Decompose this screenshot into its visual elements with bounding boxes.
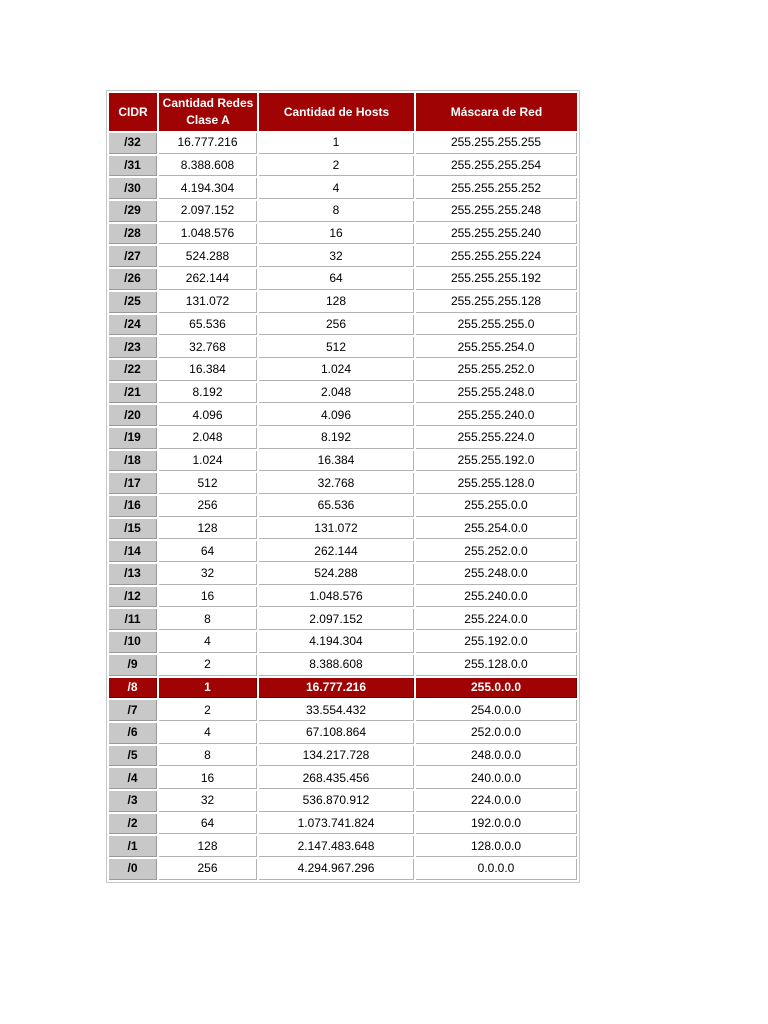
- table-row: [109, 768, 577, 789]
- hosts-cell: 536.870.912: [259, 791, 414, 812]
- cidr-cell: /14: [109, 541, 157, 562]
- mascara-cell: 255.255.128.0: [416, 473, 577, 494]
- hosts-cell: 2.097.152: [259, 609, 414, 630]
- table-row: [109, 791, 577, 812]
- redes-cell: 64: [159, 814, 257, 835]
- table-row: [109, 269, 577, 290]
- redes-cell: 2.048: [159, 428, 257, 449]
- redes-cell: 8.388.608: [159, 156, 257, 177]
- table-row: [109, 451, 577, 472]
- hosts-cell: 268.435.456: [259, 768, 414, 789]
- table-row: [109, 133, 577, 154]
- redes-cell: 1: [159, 678, 257, 699]
- cidr-cell: /16: [109, 496, 157, 517]
- hosts-cell: 8: [259, 201, 414, 222]
- table-row: [109, 655, 577, 676]
- cidr-cell: /15: [109, 519, 157, 540]
- mascara-cell: 255.224.0.0: [416, 609, 577, 630]
- table-row: [109, 746, 577, 767]
- hosts-cell: 1.024: [259, 360, 414, 381]
- hosts-cell: 1.048.576: [259, 587, 414, 608]
- table-row-highlighted: [109, 678, 577, 699]
- redes-cell: 131.072: [159, 292, 257, 313]
- table-row: [109, 836, 577, 857]
- redes-cell: 16: [159, 587, 257, 608]
- hosts-cell: 33.554.432: [259, 700, 414, 721]
- mascara-cell: 255.254.0.0: [416, 519, 577, 540]
- table-row: [109, 428, 577, 449]
- hosts-cell: 2.048: [259, 383, 414, 404]
- mascara-cell: 255.128.0.0: [416, 655, 577, 676]
- table-row: [109, 224, 577, 245]
- mascara-cell: 255.255.255.254: [416, 156, 577, 177]
- table-row: [109, 700, 577, 721]
- cidr-cell: /8: [109, 678, 157, 699]
- redes-cell: 524.288: [159, 246, 257, 267]
- mascara-cell: 240.0.0.0: [416, 768, 577, 789]
- cidr-cell: /12: [109, 587, 157, 608]
- cidr-cell: /27: [109, 246, 157, 267]
- hosts-cell: 64: [259, 269, 414, 290]
- cidr-cell: /24: [109, 315, 157, 336]
- mascara-cell: 255.255.255.252: [416, 178, 577, 199]
- table-row: [109, 632, 577, 653]
- cidr-cell: /19: [109, 428, 157, 449]
- cidr-cell: /31: [109, 156, 157, 177]
- cidr-cell: /30: [109, 178, 157, 199]
- table-row: [109, 587, 577, 608]
- table-row: [109, 360, 577, 381]
- mascara-cell: 255.252.0.0: [416, 541, 577, 562]
- cidr-cell: /3: [109, 791, 157, 812]
- table-row: [109, 519, 577, 540]
- mascara-cell: 255.0.0.0: [416, 678, 577, 699]
- table-row: [109, 814, 577, 835]
- mascara-cell: 255.240.0.0: [416, 587, 577, 608]
- mascara-cell: 255.255.192.0: [416, 451, 577, 472]
- hosts-cell: 8.388.608: [259, 655, 414, 676]
- cidr-cell: /6: [109, 723, 157, 744]
- table-row: [109, 246, 577, 267]
- cidr-cell: /4: [109, 768, 157, 789]
- mascara-cell: 248.0.0.0: [416, 746, 577, 767]
- cidr-cell: /21: [109, 383, 157, 404]
- redes-cell: 4: [159, 723, 257, 744]
- mascara-cell: 255.255.255.240: [416, 224, 577, 245]
- cidr-cell: /5: [109, 746, 157, 767]
- mascara-cell: 255.255.254.0: [416, 337, 577, 358]
- redes-cell: 2: [159, 700, 257, 721]
- redes-cell: 4.194.304: [159, 178, 257, 199]
- cidr-cell: /28: [109, 224, 157, 245]
- hosts-cell: 4.096: [259, 405, 414, 426]
- header-cantidad-redes-line1: Cantidad Redes: [162, 96, 254, 110]
- redes-cell: 512: [159, 473, 257, 494]
- table-row: [109, 178, 577, 199]
- header-row: [109, 93, 577, 131]
- table-row: [109, 315, 577, 336]
- hosts-cell: 128: [259, 292, 414, 313]
- redes-cell: 16.777.216: [159, 133, 257, 154]
- table-row: [109, 201, 577, 222]
- table-row: [109, 723, 577, 744]
- cidr-cell: /23: [109, 337, 157, 358]
- hosts-cell: 524.288: [259, 564, 414, 585]
- redes-cell: 8: [159, 609, 257, 630]
- cidr-table: [106, 90, 580, 883]
- redes-cell: 128: [159, 836, 257, 857]
- hosts-cell: 134.217.728: [259, 746, 414, 767]
- cidr-cell: /20: [109, 405, 157, 426]
- mascara-cell: 0.0.0.0: [416, 859, 577, 880]
- hosts-cell: 67.108.864: [259, 723, 414, 744]
- table-row: [109, 405, 577, 426]
- cidr-cell: /29: [109, 201, 157, 222]
- cidr-cell: /18: [109, 451, 157, 472]
- hosts-cell: 131.072: [259, 519, 414, 540]
- mascara-cell: 254.0.0.0: [416, 700, 577, 721]
- hosts-cell: 8.192: [259, 428, 414, 449]
- hosts-cell: 16.777.216: [259, 678, 414, 699]
- mascara-cell: 255.255.255.192: [416, 269, 577, 290]
- cidr-cell: /2: [109, 814, 157, 835]
- mascara-cell: 224.0.0.0: [416, 791, 577, 812]
- cidr-cell: /25: [109, 292, 157, 313]
- hosts-cell: 262.144: [259, 541, 414, 562]
- cidr-cell: /32: [109, 133, 157, 154]
- mascara-cell: 255.255.248.0: [416, 383, 577, 404]
- hosts-cell: 512: [259, 337, 414, 358]
- redes-cell: 256: [159, 859, 257, 880]
- table-row: [109, 609, 577, 630]
- cidr-cell: /10: [109, 632, 157, 653]
- redes-cell: 8.192: [159, 383, 257, 404]
- cidr-cell: /13: [109, 564, 157, 585]
- hosts-cell: 32: [259, 246, 414, 267]
- hosts-cell: 2: [259, 156, 414, 177]
- redes-cell: 65.536: [159, 315, 257, 336]
- mascara-cell: 255.255.255.255: [416, 133, 577, 154]
- cidr-cell: /0: [109, 859, 157, 880]
- redes-cell: 32: [159, 564, 257, 585]
- table-row: [109, 292, 577, 313]
- redes-cell: 16: [159, 768, 257, 789]
- table-row: [109, 496, 577, 517]
- hosts-cell: 4.294.967.296: [259, 859, 414, 880]
- redes-cell: 262.144: [159, 269, 257, 290]
- redes-cell: 4.096: [159, 405, 257, 426]
- header-mascara-red: Máscara de Red: [416, 93, 577, 131]
- table-row: [109, 473, 577, 494]
- hosts-cell: 32.768: [259, 473, 414, 494]
- redes-cell: 1.024: [159, 451, 257, 472]
- header-cantidad-hosts: Cantidad de Hosts: [259, 93, 414, 131]
- mascara-cell: 255.248.0.0: [416, 564, 577, 585]
- redes-cell: 2.097.152: [159, 201, 257, 222]
- table-row: [109, 541, 577, 562]
- hosts-cell: 16: [259, 224, 414, 245]
- hosts-cell: 65.536: [259, 496, 414, 517]
- mascara-cell: 255.255.255.248: [416, 201, 577, 222]
- hosts-cell: 1: [259, 133, 414, 154]
- hosts-cell: 1.073.741.824: [259, 814, 414, 835]
- table-header: [109, 93, 577, 131]
- table-row: [109, 859, 577, 880]
- cidr-cell: /9: [109, 655, 157, 676]
- redes-cell: 128: [159, 519, 257, 540]
- cidr-cell: /22: [109, 360, 157, 381]
- table-row: [109, 337, 577, 358]
- hosts-cell: 256: [259, 315, 414, 336]
- hosts-cell: 4.194.304: [259, 632, 414, 653]
- table-row: [109, 156, 577, 177]
- cidr-cell: /11: [109, 609, 157, 630]
- table-row: [109, 383, 577, 404]
- hosts-cell: 2.147.483.648: [259, 836, 414, 857]
- redes-cell: 32.768: [159, 337, 257, 358]
- mascara-cell: 128.0.0.0: [416, 836, 577, 857]
- redes-cell: 64: [159, 541, 257, 562]
- header-cantidad-redes-line2: Clase A: [186, 113, 230, 127]
- mascara-cell: 255.255.240.0: [416, 405, 577, 426]
- mascara-cell: 192.0.0.0: [416, 814, 577, 835]
- mascara-cell: 255.255.255.128: [416, 292, 577, 313]
- mascara-cell: 255.255.252.0: [416, 360, 577, 381]
- mascara-cell: 255.255.224.0: [416, 428, 577, 449]
- redes-cell: 2: [159, 655, 257, 676]
- header-cantidad-redes: [159, 93, 257, 131]
- cidr-cell: /26: [109, 269, 157, 290]
- mascara-cell: 255.192.0.0: [416, 632, 577, 653]
- header-cidr: CIDR: [109, 93, 157, 131]
- mascara-cell: 252.0.0.0: [416, 723, 577, 744]
- redes-cell: 4: [159, 632, 257, 653]
- mascara-cell: 255.255.0.0: [416, 496, 577, 517]
- table-row: [109, 564, 577, 585]
- cidr-cell: /1: [109, 836, 157, 857]
- mascara-cell: 255.255.255.224: [416, 246, 577, 267]
- redes-cell: 1.048.576: [159, 224, 257, 245]
- redes-cell: 32: [159, 791, 257, 812]
- redes-cell: 8: [159, 746, 257, 767]
- redes-cell: 256: [159, 496, 257, 517]
- cidr-cell: /17: [109, 473, 157, 494]
- cidr-cell: /7: [109, 700, 157, 721]
- redes-cell: 16.384: [159, 360, 257, 381]
- hosts-cell: 16.384: [259, 451, 414, 472]
- mascara-cell: 255.255.255.0: [416, 315, 577, 336]
- hosts-cell: 4: [259, 178, 414, 199]
- table-body: [109, 133, 577, 880]
